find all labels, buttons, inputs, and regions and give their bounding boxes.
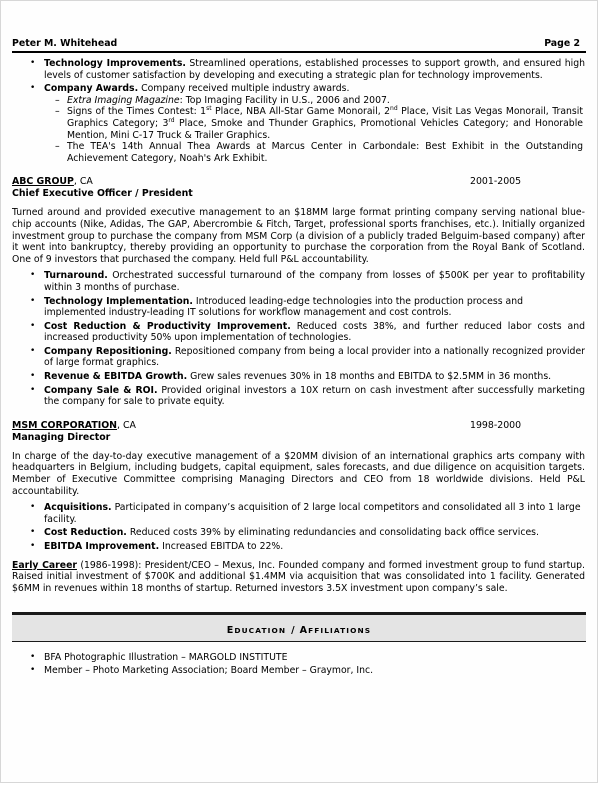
header-page-number: Page 2 bbox=[544, 38, 580, 49]
bullet-text: Reduced costs 39% by eliminating redundancies and consolidating back office services. bbox=[129, 527, 539, 539]
bullet-title: Technology Improvements. bbox=[44, 58, 186, 69]
bullet-title: Cost Reduction. bbox=[44, 527, 127, 539]
bullet-text: Introduced leading-edge technologies into the production process and implemented industry-leading IT solutions for workflow management and cost controls. bbox=[44, 295, 523, 319]
bullet-item bbox=[11, 346, 587, 369]
sub-bullet-list bbox=[11, 95, 587, 165]
employment-dates: 1998-2000 bbox=[470, 419, 522, 431]
bullet-icon: • bbox=[30, 345, 36, 356]
company-location: , CA bbox=[117, 419, 136, 431]
ordinal-suffix-second: nd bbox=[390, 105, 398, 113]
banner-word-education-capital: E bbox=[226, 625, 235, 637]
bullet-icon: • bbox=[30, 502, 36, 513]
bullet-title: Cost Reduction & Productivity Improvement. bbox=[44, 320, 291, 332]
achievements-list bbox=[11, 270, 587, 408]
bullet-icon: • bbox=[30, 384, 36, 395]
banner-word-affiliations-rest: FFILIATIONS bbox=[308, 626, 372, 636]
banner-word-education-rest: DUCATION bbox=[234, 626, 287, 636]
bullet-text: Provided original investors a 10X return on cash investment after successfully marketing the company for sale to private equity. bbox=[44, 384, 585, 408]
sub-bullet-text: : Top Imaging Facility in U.S., 2006 and 2007. bbox=[179, 94, 390, 106]
bullet-text: Orchestrated successful turnaround of the company from losses of $500K per year to profitability within 3 months of purchase. bbox=[44, 270, 585, 293]
achievements-list bbox=[11, 502, 587, 552]
bullet-title: Company Repositioning. bbox=[44, 345, 172, 357]
bullet-text: Increased EBITDA to 22%. bbox=[162, 541, 284, 552]
bullet-icon: • bbox=[30, 270, 36, 281]
bullet-text: Grew sales revenues 30% in 18 months and EBITDA to $2.5MM in 36 months. bbox=[190, 371, 552, 383]
bullet-item bbox=[11, 58, 587, 81]
bullet-title: Technology Implementation. bbox=[44, 295, 193, 307]
early-career-text: (1986-1998): President/CEO – Mexus, Inc. Founded company and formed investment group to fund startup. Raised initial investment of $700K and additional $1.4MM via acquisition that was consolidated into 1 facility. Generated $6MM in revenues within 18 months of startup. Returned investors 3.5X investment upon company’s sale. bbox=[12, 559, 585, 594]
bullet-icon: • bbox=[30, 541, 36, 551]
company-location: , CA bbox=[73, 176, 93, 188]
bullet-icon: • bbox=[30, 527, 36, 538]
dash-icon: – bbox=[55, 106, 60, 118]
education-item-text: BFA Photographic Illustration – MARGOLD INSTITUTE bbox=[44, 652, 288, 664]
early-career-label: Early Career bbox=[12, 559, 77, 571]
company-heading bbox=[12, 176, 587, 188]
education-section-banner bbox=[12, 612, 586, 642]
list-item bbox=[11, 664, 587, 677]
bullet-icon: • bbox=[30, 295, 36, 306]
sub-bullet-italic-lead: Extra Imaging Magazine bbox=[67, 94, 180, 106]
education-list bbox=[11, 651, 587, 677]
job-title: Chief Executive Officer / President bbox=[12, 188, 193, 200]
job-title: Managing Director bbox=[12, 431, 111, 443]
top-achievements-list bbox=[11, 58, 587, 164]
banner-word-affiliations-capital: A bbox=[299, 625, 309, 637]
banner-separator: / bbox=[291, 625, 295, 637]
bullet-title: Revenue & EBITDA Growth. bbox=[44, 371, 188, 383]
bullet-item bbox=[11, 371, 587, 383]
sub-bullet-text: The TEA's 14th Annual Thea Awards at Marcus Center in Carbondale: Best Exhibit in the Outstanding Achievement Category, Noah's Ark Exhibit. bbox=[67, 141, 583, 164]
bullet-icon: • bbox=[30, 652, 36, 663]
bullet-icon: • bbox=[30, 58, 36, 68]
bullet-title: EBITDA Improvement. bbox=[44, 541, 160, 552]
header-divider-rule bbox=[12, 51, 586, 53]
sub-bullet-item bbox=[11, 95, 587, 107]
role-summary: Turned around and provided executive management to an $18MM large format printing company serving national blue-chip accounts (Nike, Adidas, The GAP, Abercrombie & Fitch, Target, professional sports franchises, etc.). Initially organized investment group to purchase the company from MSM Corp (a division of a publicly traded Belguim-based company) after it went into bankruptcy, thereby providing an opportunity to purchase the corporation from the Royal Bank of Scotland. One of 9 investors that purchased the company. Held full P&L accountability. bbox=[12, 207, 585, 265]
bullet-title: Company Sale & ROI. bbox=[44, 384, 158, 396]
sub-bullet-item bbox=[11, 141, 587, 164]
bullet-text: Company received multiple industry awards. bbox=[141, 83, 350, 95]
ordinal-suffix-third: rd bbox=[168, 116, 175, 124]
bullet-title: Turnaround. bbox=[44, 270, 108, 282]
bullet-icon: • bbox=[30, 371, 36, 382]
bullet-icon: • bbox=[30, 665, 36, 676]
bullet-icon: • bbox=[30, 320, 36, 331]
company-name: ABC GROUP bbox=[12, 176, 74, 188]
early-career-paragraph bbox=[12, 560, 585, 595]
bullet-text: Streamlined operations, established processes to support growth, and ensured high levels of customer satisfaction by developing and executing a strategic plan for technology improvements. bbox=[44, 58, 585, 81]
sub-bullet-text-part3: Place, Visit Las Vegas Monorail, Transit Graphics Category; 3 bbox=[67, 106, 583, 129]
bullet-item bbox=[11, 83, 587, 95]
sub-bullet-item bbox=[11, 106, 587, 141]
sub-bullet-text-part4: Place, Smoke and Thunder Graphics, Promotional Vehicles Category; and Honorable Mention, Mini C-17 Truck & Trailer Graphics. bbox=[67, 117, 583, 141]
experience-entry bbox=[11, 420, 587, 553]
company-heading bbox=[12, 420, 587, 432]
bullet-item bbox=[11, 270, 587, 293]
running-header bbox=[11, 1, 587, 49]
company-name: MSM CORPORATION bbox=[12, 419, 118, 431]
bullet-item bbox=[11, 385, 587, 408]
sub-bullet-text-part1: Signs of the Times Contest: 1 bbox=[67, 106, 207, 118]
role-summary: In charge of the day-to-day executive management of a $20MM division of an international graphics arts company with headquarters in Belgium, including budgets, capital equipment, sales forecasts, and due diligence on acquisition targets. Member of Executive Committee comprising Managing Directors and CEO from 18 worldwide divisions. Held P&L accountability. bbox=[12, 450, 585, 497]
bullet-text: Participated in company’s acquisition of 2 large local competitors and consolidated all 3 into 1 large facility. bbox=[44, 502, 581, 525]
bullet-title: Company Awards. bbox=[44, 83, 139, 95]
bullet-item bbox=[11, 321, 587, 344]
bullet-title: Acquisitions. bbox=[44, 502, 112, 514]
header-candidate-name: Peter M. Whitehead bbox=[12, 38, 118, 49]
bullet-item bbox=[11, 527, 587, 539]
bullet-icon: • bbox=[30, 83, 36, 94]
list-item bbox=[11, 651, 587, 664]
education-item-text: Member – Photo Marketing Association; Board Member – Graymor, Inc. bbox=[44, 665, 374, 677]
bullet-text: Reduced costs 38%, and further reduced labor costs and increased productivity 50% upon implementation of technologies. bbox=[44, 320, 585, 344]
ordinal-suffix-first: st bbox=[206, 105, 212, 113]
dash-icon: – bbox=[55, 94, 60, 106]
sub-bullet-text-part2: Place, NBA All-Star Game Monorail, 2 bbox=[211, 106, 391, 118]
bullet-item bbox=[11, 296, 587, 319]
bullet-text: Repositioned company from being a local provider into a nationally recognized provider of large format graphics. bbox=[44, 345, 585, 369]
experience-entry bbox=[11, 176, 587, 408]
dash-icon: – bbox=[55, 141, 60, 153]
bullet-item bbox=[11, 541, 587, 553]
bullet-item bbox=[11, 502, 587, 525]
employment-dates: 2001-2005 bbox=[470, 176, 522, 188]
